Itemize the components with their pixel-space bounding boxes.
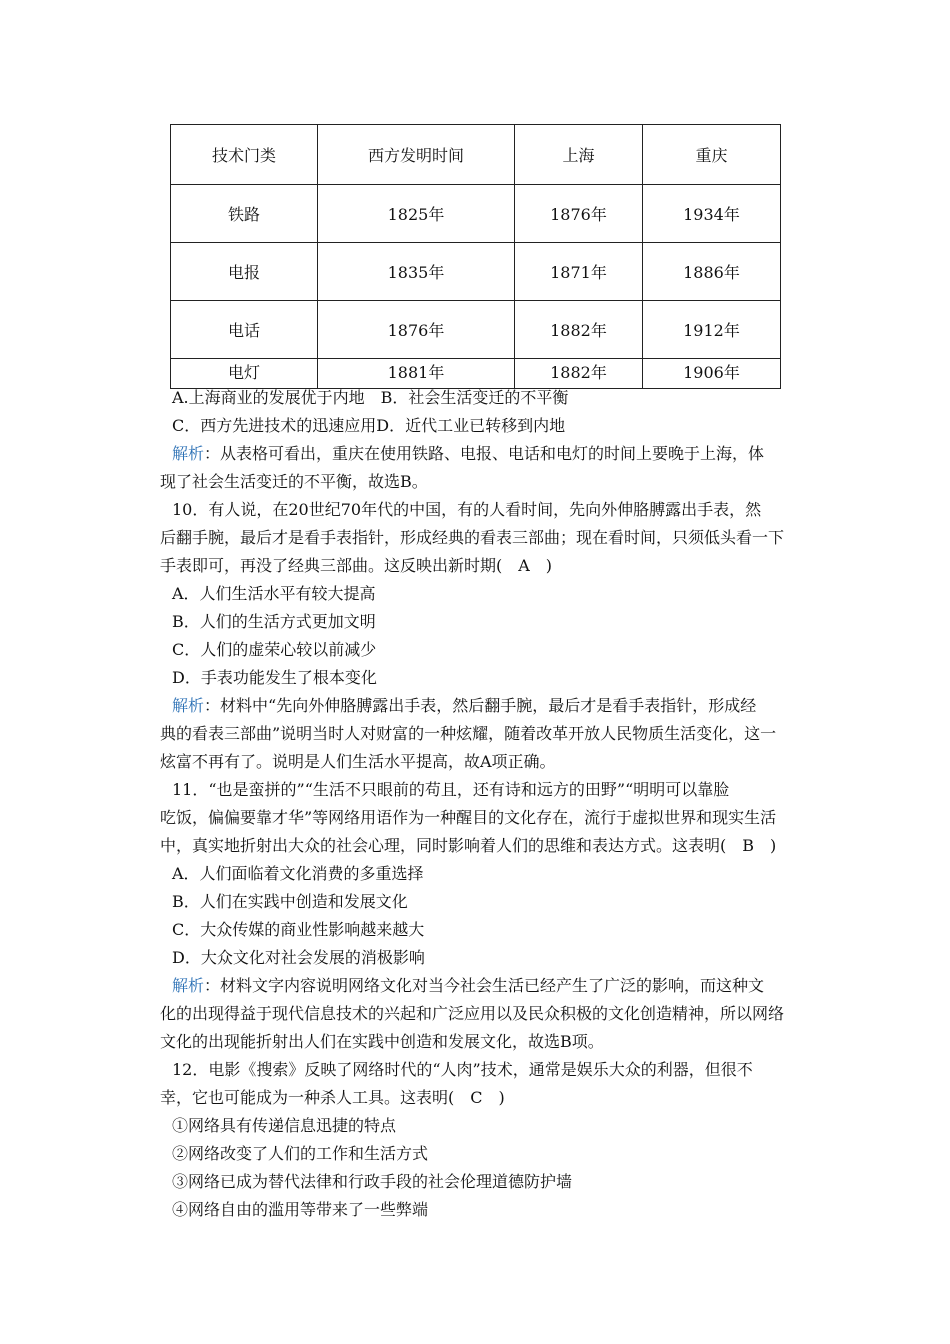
option-b: B．人们在实践中创造和发展文化	[172, 892, 408, 911]
table-cell: 1871年	[515, 243, 643, 301]
statement-item: ④网络自由的滥用等带来了一些弊端	[172, 1200, 429, 1219]
explanation-label: 解析	[172, 696, 205, 715]
table-cell: 1912年	[643, 301, 781, 359]
table-header-cell: 技术门类	[171, 125, 318, 185]
question-stem-line: 手表即可，再没了经典三部曲。这反映出新时期( A )	[160, 556, 553, 575]
table-cell: 1886年	[643, 243, 781, 301]
table-header-cell: 上海	[515, 125, 643, 185]
question-stem-line: 12．电影《搜索》反映了网络时代的“人肉”技术，通常是娱乐大众的利器，但很不	[172, 1060, 753, 1079]
table-row	[171, 243, 781, 301]
question-stem-line: 幸，它也可能成为一种杀人工具。这表明( C )	[160, 1088, 505, 1107]
table-cell: 1906年	[643, 359, 781, 389]
question-stem-line: 中，真实地折射出大众的社会心理，同时影响着人们的思维和表达方式。这表明( B )	[160, 836, 777, 855]
explanation-line: 炫富不再有了。说明是人们生活水平提高，故A项正确。	[160, 752, 556, 771]
table-cell: 1876年	[515, 185, 643, 243]
table-cell: 电话	[171, 301, 318, 359]
table-cell: 1882年	[515, 301, 643, 359]
option-cd: C．西方先进技术的迅速应用D．近代工业已转移到内地	[172, 416, 566, 435]
explanation-line: 解析：从表格可看出，重庆在使用铁路、电报、电话和电灯的时间上要晚于上海，体	[172, 444, 765, 463]
option-c: C．大众传媒的商业性影响越来越大	[172, 920, 425, 939]
question-stem-line: 11．“也是蛮拼的”“生活不只眼前的苟且，还有诗和远方的田野”“明明可以靠脸	[172, 780, 730, 799]
explanation-label: 解析	[172, 444, 205, 463]
table-row	[171, 301, 781, 359]
table-header-cell: 重庆	[643, 125, 781, 185]
statement-item: ③网络已成为替代法律和行政手段的社会伦理道德防护墙	[172, 1172, 573, 1191]
explanation-line: 解析：材料文字内容说明网络文化对当今社会生活已经产生了广泛的影响，而这种文	[172, 976, 765, 995]
table-cell: 1881年	[318, 359, 515, 389]
statement-item: ①网络具有传递信息迅捷的特点	[172, 1116, 397, 1135]
option-d: D．手表功能发生了根本变化	[172, 668, 377, 687]
explanation-line: 文化的出现能折射出人们在实践中创造和发展文化，故选B项。	[160, 1032, 604, 1051]
question-text-block	[160, 384, 808, 1224]
table-cell: 1934年	[643, 185, 781, 243]
explanation-line: 化的出现得益于现代信息技术的兴起和广泛应用以及民众积极的文化创造精神，所以网络	[160, 1004, 785, 1023]
option-d: D．大众文化对社会发展的消极影响	[172, 948, 425, 967]
technology-table	[170, 124, 781, 389]
option-a: A．人们面临着文化消费的多重选择	[172, 864, 424, 883]
table-cell: 铁路	[171, 185, 318, 243]
table-cell: 1882年	[515, 359, 643, 389]
question-stem-line: 吃饭，偏偏要靠才华”等网络用语作为一种醒目的文化存在，流行于虚拟世界和现实生活	[160, 808, 777, 827]
question-stem-line: 后翻手腕，最后才是看手表指针，形成经典的看表三部曲；现在看时间，只须低头看一下	[160, 528, 785, 547]
table-row	[171, 185, 781, 243]
explanation-line: 现了社会生活变迁的不平衡，故选B。	[160, 472, 428, 491]
explanation-label: 解析	[172, 976, 205, 995]
option-c: C．人们的虚荣心较以前减少	[172, 640, 377, 659]
option-ab: A.上海商业的发展优于内地 B．社会生活变迁的不平衡	[172, 388, 569, 407]
explanation-line: 典的看表三部曲”说明当时人对财富的一种炫耀，随着改革开放人民物质生活变化，这一	[160, 724, 777, 743]
explanation-line: 解析：材料中“先向外伸胳膊露出手表，然后翻手腕，最后才是看手表指针，形成经	[172, 696, 757, 715]
table-header-row	[171, 125, 781, 185]
statement-item: ②网络改变了人们的工作和生活方式	[172, 1144, 429, 1163]
table-cell: 1876年	[318, 301, 515, 359]
table-cell: 电报	[171, 243, 318, 301]
option-b: B．人们的生活方式更加文明	[172, 612, 376, 631]
table-cell: 1825年	[318, 185, 515, 243]
question-stem-line: 10．有人说，在20世纪70年代的中国，有的人看时间，先向外伸胳膊露出手表，然	[172, 500, 762, 519]
table-header-cell: 西方发明时间	[318, 125, 515, 185]
table-cell: 电灯	[171, 359, 318, 389]
table-cell: 1835年	[318, 243, 515, 301]
option-a: A．人们生活水平有较大提高	[172, 584, 376, 603]
